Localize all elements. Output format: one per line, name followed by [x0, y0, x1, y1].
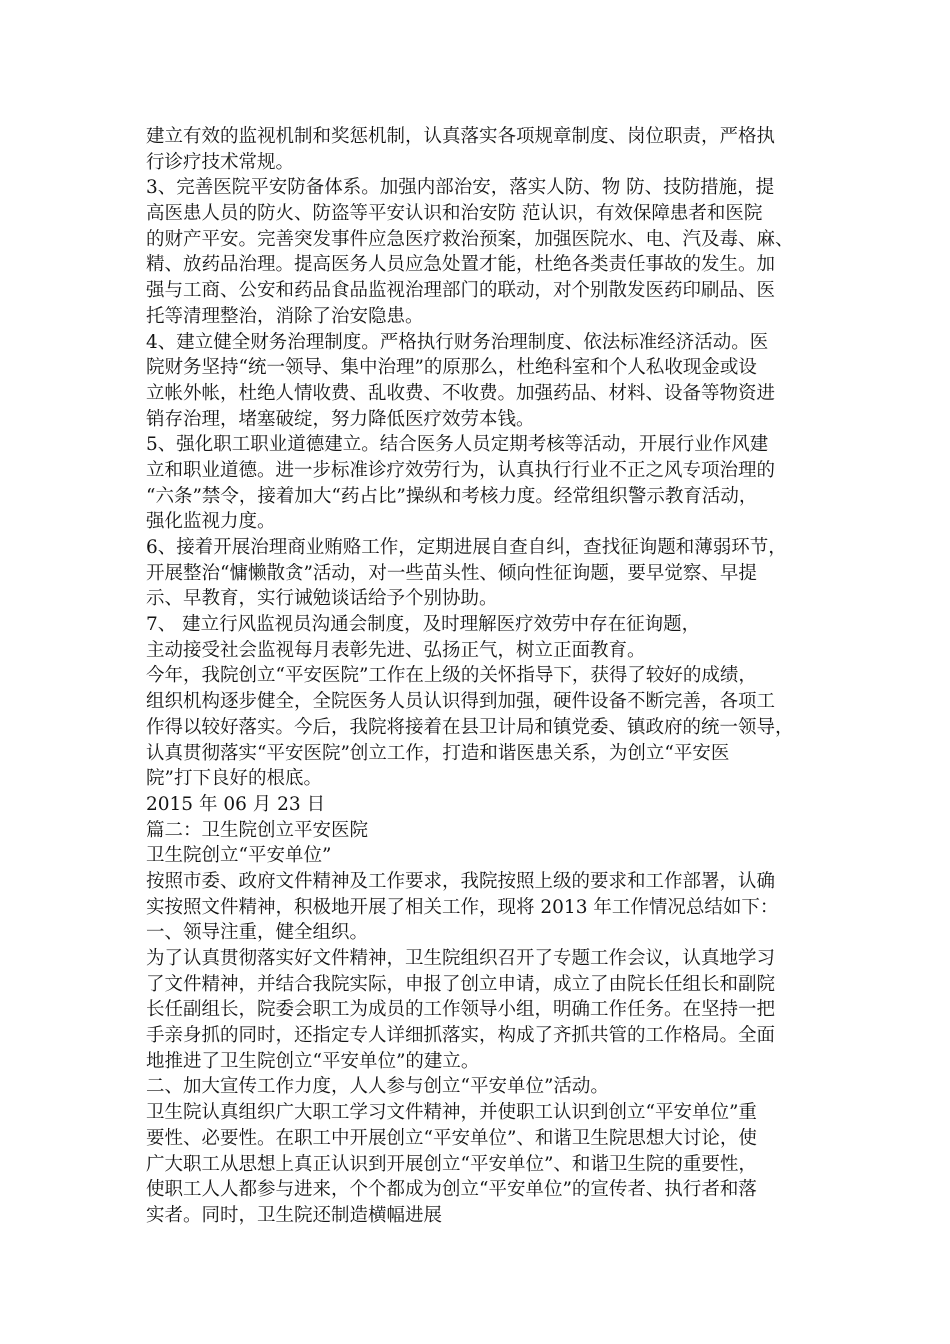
text-line: 一、领导注重，健全组织。 [146, 922, 369, 944]
text-line: 使职工人人都参与进来，个个都成为创立“平安单位”的宣传者、执行者和落 [146, 1179, 757, 1201]
text-line: 要性、必要性。在职工中开展创立“平安单位”、和谐卫生院思想大讨论，使 [146, 1127, 757, 1149]
text-line: 行诊疗技术常规。 [146, 151, 295, 173]
text-line: 广大职工从思想上真正认识到开展创立“平安单位”、和谐卫生院的重要性， [146, 1153, 757, 1175]
document-body [146, 124, 814, 1229]
text-line: 强化监视力度。 [146, 511, 276, 533]
text-line: 开展整治“慵懒散贪”活动，对一些苗头性、倾向性征询题，要早觉察、早提 [146, 562, 757, 584]
text-line: 二、加大宣传工作力度，人人参与创立“平安单位”活动。 [146, 1076, 609, 1098]
text-line: 为了认真贯彻落实好文件精神，卫生院组织召开了专题工作会议，认真地学习 [146, 948, 776, 969]
text-line: 高医患人员的防火、防盗等平安认识和治安防 范认识，有效保障患者和医院 [146, 203, 763, 225]
text-line: 手亲身抓的同时，还指定专人详细抓落实，构成了齐抓共管的工作格局。全面 [146, 1025, 776, 1047]
text-line: 了文件精神，并结合我院实际，申报了创立申请，成立了由院长任组长和副院 [146, 973, 776, 995]
text-line: 强与工商、公安和药品食品监视治理部门的联动，对个别散发医药印刷品、医 [146, 280, 776, 302]
text-line: 实者。同时，卫生院还制造横幅进展 [146, 1204, 443, 1226]
text-line: 5、强化职工职业道德建立。结合医务人员定期考核等活动，开展行业作风建 [146, 434, 769, 456]
text-line: 认真贯彻落实“平安医院”创立工作，打造和谐医患关系，为创立“平安医 [146, 742, 730, 764]
text-line: 4、建立健全财务治理制度。严格执行财务治理制度、依法标准经济活动。医 [146, 331, 769, 353]
text-line: 精、放药品治理。提高医务人员应急处置才能，杜绝各类责任事故的发生。加 [146, 254, 776, 276]
text-line: 立和职业道德。进一步标准诊疗效劳行为，认真执行行业不正之风专项治理的 [146, 459, 776, 481]
text-line: 立帐外帐，杜绝人情收费、乱收费、不收费。加强药品、材料、设备等物资进 [146, 382, 776, 404]
text-line: 实按照文件精神，积极地开展了相关工作，现将 2013 年工作情况总结如下： [146, 896, 779, 918]
text-line: 按照市委、政府文件精神及工作要求，我院按照上级的要求和工作部署，认确 [146, 870, 776, 892]
text-line: 地推进了卫生院创立“平安单位”的建立。 [146, 1050, 480, 1072]
text-line: 托等清理整治，消除了治安隐患。 [146, 305, 424, 327]
text-line: 6、接着开展治理商业贿赂工作，定期进展自查自纠，查找征询题和薄弱环节， [146, 537, 787, 558]
text-line: 2015 年 06 月 23 日 [146, 793, 326, 815]
text-line: “六条”禁令，接着加大“药占比”操纵和考核力度。经常组织警示教育活动， [146, 485, 758, 507]
text-line: 卫生院创立“平安单位” [146, 845, 332, 867]
text-line: 院财务坚持“统一领导、集中治理”的原那么，杜绝科室和个人私收现金或设 [146, 357, 757, 379]
text-line: 卫生院认真组织广大职工学习文件精神，并使职工认识到创立“平安单位”重 [146, 1102, 757, 1124]
text-line: 的财产平安。完善突发事件应急医疗救治预案，加强医院水、电、汽及毒、麻、 [146, 228, 794, 250]
text-line: 院”打下良好的根底。 [146, 768, 322, 790]
text-line: 组织机构逐步健全，全院医务人员认识得到加强，硬件设备不断完善，各项工 [146, 691, 776, 713]
text-line: 销存治理，堵塞破绽，努力降低医疗效劳本钱。 [146, 408, 535, 430]
text-line: 今年，我院创立“平安医院”工作在上级的关怀指导下，获得了较好的成绩， [146, 665, 757, 687]
text-line: 7、 建立行风监视员沟通会制度，及时理解医疗效劳中存在征询题， [146, 614, 701, 636]
text-line: 长任副组长，院委会职工为成员的工作领导小组，明确工作任务。在坚持一把 [146, 999, 776, 1021]
text-line: 示、早教育，实行诫勉谈话给予个别协助。 [146, 588, 498, 610]
text-line: 建立有效的监视机制和奖惩机制，认真落实各项规章制度、岗位职责，严格执 [146, 126, 776, 147]
text-line: 主动接受社会监视每月表彰先进、弘扬正气，树立正面教育。 [146, 639, 646, 661]
text-line: 3、完善医院平安防备体系。加强内部治安，落实人防、物 防、技防措施，提 [146, 177, 775, 199]
text-line: 篇二：卫生院创立平安医院 [146, 819, 369, 841]
text-line: 作得以较好落实。今后，我院将接着在县卫计局和镇党委、镇政府的统一领导， [146, 716, 794, 738]
